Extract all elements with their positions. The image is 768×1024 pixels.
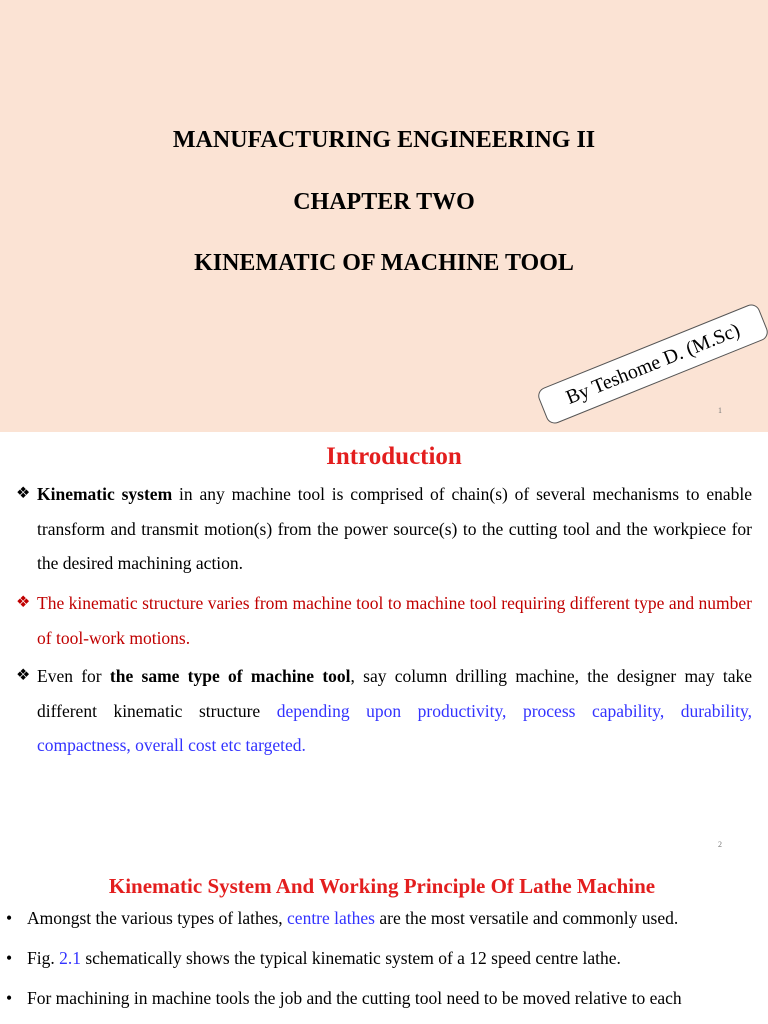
page-number: 1 (718, 406, 722, 415)
diamond-bullet-icon: ❖ (16, 594, 31, 611)
figure-reference: 2.1 (59, 948, 81, 968)
bullet-icon: • (6, 988, 13, 1008)
bullet-icon: • (6, 908, 13, 928)
author-byline (536, 302, 768, 426)
bullet-item-centre-lathes: • Amongst the various types of lathes, centre lathes are the most versatile and commonly used. (6, 908, 679, 928)
bullet-icon: • (6, 948, 13, 968)
bullet-item-fig-2-1: • Fig. 2.1 schematically shows the typical kinematic system of a 12 speed centre lathe. (6, 948, 621, 968)
author-byline-text: By Teshome D. (M.Sc) (562, 318, 743, 409)
title-slide (0, 0, 768, 432)
course-title: MANUFACTURING ENGINEERING II (172, 127, 596, 153)
paragraph-text: Even for the same type of machine tool, say column drilling machine, the designer may take different kinematic structure depending upon productivity, process capability, durability, compactness, overall cost etc targeted. (37, 666, 752, 756)
introduction-heading: Introduction (326, 443, 462, 470)
bold-lead: Kinematic system (37, 484, 173, 504)
highlighted-text: centre lathes (287, 908, 375, 928)
introduction-slide (0, 432, 768, 864)
chapter-title: CHAPTER TWO (293, 189, 475, 215)
diamond-bullet-icon: ❖ (16, 667, 31, 684)
bullet-item-relative-motion: • For machining in machine tools the job and the cutting tool need to be moved relative to each (6, 988, 682, 1008)
bullet-paragraph-kinematic-system (16, 477, 752, 581)
highlighted-text: depending upon productivity, process capability, durability, compactness, overall cost etc targeted. (37, 700, 752, 756)
diamond-bullet-icon: ❖ (16, 485, 31, 502)
bullet-paragraph-kinematic-structure (16, 586, 752, 655)
bullet-paragraph-same-type (16, 659, 752, 763)
lathe-heading: Kinematic System And Working Principle Of Lathe Machine (108, 874, 656, 898)
paragraph-text: The kinematic structure varies from machine tool to machine tool requiring different type and number of tool-work motions. (37, 593, 752, 648)
chapter-subtitle: KINEMATIC OF MACHINE TOOL (194, 250, 574, 276)
paragraph-text: Kinematic system in any machine tool is comprised of chain(s) of several mechanisms to enable transform and transmit motion(s) from the power source(s) to the cutting tool and the workpiece for the desired machining action. (37, 484, 752, 574)
lathe-slide (0, 864, 768, 1024)
page-number: 2 (718, 840, 722, 849)
